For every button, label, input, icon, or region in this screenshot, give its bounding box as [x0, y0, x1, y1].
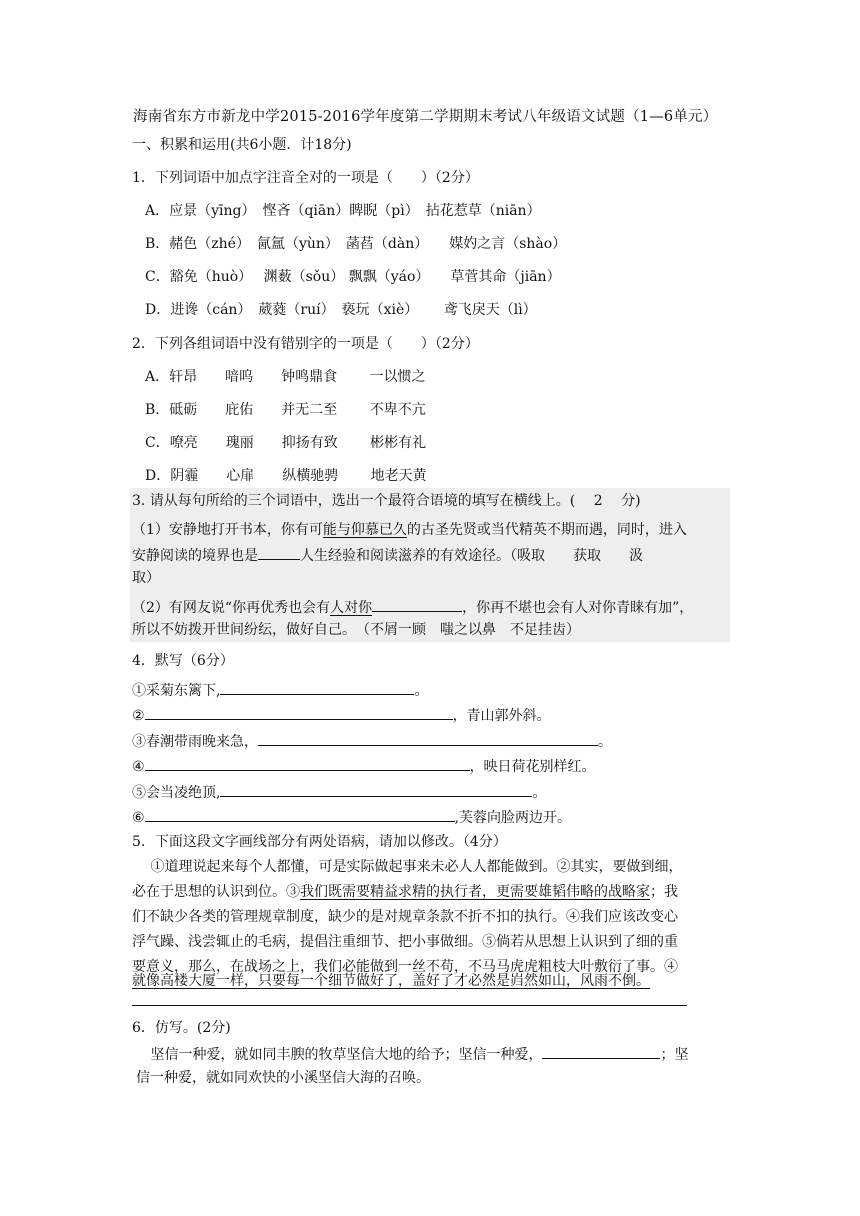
q1-option-c: C．豁免（huò） 渊薮（sǒu） 飘飘（yáo） 草菅其命（jiān）	[145, 269, 561, 285]
q5-line-2-a: 必在于思想的认识到位。③	[132, 884, 300, 900]
q2-option-c: C．嘹亮 瑰丽 抑扬有致 彬彬有礼	[145, 435, 427, 451]
q3-p1-line2-b: 人生经验和阅读滋养的有效途径。（吸取 获取 汲	[300, 548, 643, 564]
q4-stem: 4．默写（6分）	[132, 653, 234, 669]
q5-line-5: 要意义，那么，在战场之上，我们必能做到一丝不苟，不马马虎虎粗枝大叶敷衍了事。④	[132, 959, 678, 975]
q2-stem: 2．下列各组词语中没有错别字的一项是（ ）（2分）	[132, 336, 479, 352]
q5-line-2-b: ；我	[650, 884, 678, 900]
q5-line-3: 们不缺少各类的管理规章制度，缺少的是对规章条款不折不扣的执行。④我们应该改变心	[132, 909, 678, 925]
q3-p1-text-a: （1）安静地打开书本，你有可	[132, 522, 323, 538]
q3-p1-underlined: 能与仰慕已久	[322, 522, 407, 538]
q3-p2-text-a: （2）有网友说“你再优秀也会有	[132, 600, 331, 616]
q6-stem: 6．仿写。(2分)	[132, 1020, 231, 1036]
q6-line-2: 信一种爱，就如同欢快的小溪坚信大海的召唤。	[136, 1070, 430, 1086]
q5-stem: 5．下面这段文字画线部分有两处语病，请加以修改。（4分）	[132, 834, 507, 850]
q4-blank-3[interactable]	[258, 730, 598, 746]
q3-p2-text-b: ，你再不堪也会有人对你青睐有加”，	[462, 600, 694, 616]
q6-line-1-b: ；坚	[660, 1047, 689, 1063]
q4-blank-1[interactable]	[220, 679, 414, 695]
q4-line-1-a: ①采菊东篱下,	[132, 683, 221, 699]
q4-line-6-b: ,芙蓉向脸两边开。	[454, 810, 572, 826]
q3-p1-line2	[132, 544, 643, 566]
q3-blank-2[interactable]	[372, 596, 462, 612]
q5-underlined-1: 我们既需要精益求精的执行者，更需要雄韬伟略的战略家	[300, 884, 650, 900]
q2-option-b: B．砥砺 庇佑 并无二至 不卑不亢	[145, 402, 426, 418]
q4-line-4-b: ，映日荷花别样红。	[469, 759, 596, 775]
q4-line-6-a: ⑥	[132, 810, 145, 826]
q6-blank[interactable]	[542, 1043, 660, 1059]
q4-line-3-a: ③春潮带雨晚来急，	[132, 734, 258, 750]
q4-blank-4[interactable]	[145, 755, 470, 771]
q1-stem: 1．下列词语中加点字注音全对的一项是（ ）（2分）	[132, 170, 479, 186]
q6-line-1	[132, 1043, 688, 1065]
q4-blank-5[interactable]	[220, 781, 532, 797]
q4-line-5-b: 。	[532, 785, 547, 801]
q4-blank-6[interactable]	[145, 806, 455, 822]
q3-p1-line1	[132, 520, 687, 540]
q3-blank-1[interactable]	[258, 544, 300, 560]
q4-line-3-b: 。	[598, 734, 612, 750]
q5-answer-line[interactable]	[132, 1005, 687, 1006]
q5-line-4: 浮气躁、浅尝辄止的毛病，提倡注重细节、把小事做细。⑤倘若从思想上认识到了细的重	[132, 934, 678, 950]
q5-line-2	[132, 882, 678, 902]
q4-line-6	[132, 806, 571, 828]
q4-line-1-b: 。	[414, 683, 429, 699]
q6-line-1-a: 坚信一种爱，就如同丰腴的牧草坚信大地的给予；坚信一种爱，	[132, 1047, 543, 1063]
q1-option-b: B．赭色（zhé） 氤氲（yùn） 菡萏（dàn） 媒妁之言（shào）	[145, 236, 567, 252]
q3-p2-underlined: 人对你	[330, 600, 373, 616]
q4-line-2-a: ②	[132, 708, 145, 724]
exam-title: 海南省东方市新龙中学2015-2016学年度第二学期期末考试八年级语文试题（1—6单元）	[133, 109, 718, 125]
q5-underlined-2: 就像高楼大厦一样，只要每一个细节做好了，盖好了才必然是岿然如山，风雨不倒。	[132, 973, 650, 989]
q4-line-4-a: ④	[132, 759, 145, 775]
q3-p2-line1	[132, 596, 693, 618]
q3-p1-text-b: 的古圣先贤或当代精英不期而遇，同时，进入	[406, 522, 687, 538]
section-heading: 一、积累和运用(共6小题．计18分)	[132, 137, 352, 153]
q4-line-3	[132, 730, 612, 752]
q4-line-5-a: ⑤会当凌绝顶,	[132, 785, 221, 801]
q4-blank-2[interactable]	[145, 704, 453, 720]
q3-stem: 3. 请从每句所给的三个词语中，选出一个最符合语境的填写在横线上。( 2 分)	[132, 493, 641, 509]
q5-line-1: ①道理说起来每个人都懂，可是实际做起事来未必人人都能做到。②其实，要做到细，	[132, 859, 683, 875]
q4-line-2	[132, 704, 551, 726]
q3-p2-line2: 所以不妨拨开世间纷纭，做好自己。 （不屑一顾 嗤之以鼻 不足挂齿）	[132, 622, 580, 638]
q2-option-a: A．轩昂 喑呜 钟鸣鼎食 一以惯之	[145, 369, 426, 385]
q4-line-1	[132, 679, 428, 701]
q3-p1-line3: 取）	[132, 570, 160, 586]
q2-option-d: D．阴霾 心扉 纵横驰骋 地老天黄	[145, 468, 427, 484]
q4-line-2-b: ，青山郭外斜。	[452, 708, 551, 724]
q4-line-4	[132, 755, 596, 777]
q4-line-5	[132, 781, 546, 803]
q3-p1-line2-a: 安静阅读的境界也是	[132, 548, 258, 564]
q1-option-a: A．应景（yīng） 悭吝（qiān）睥睨（pì） 拈花惹草（niān）	[145, 203, 541, 219]
q1-option-d: D．进谗（cán） 葳蕤（ruí） 亵玩（xiè） 鸢飞戾天（lì）	[145, 302, 537, 318]
